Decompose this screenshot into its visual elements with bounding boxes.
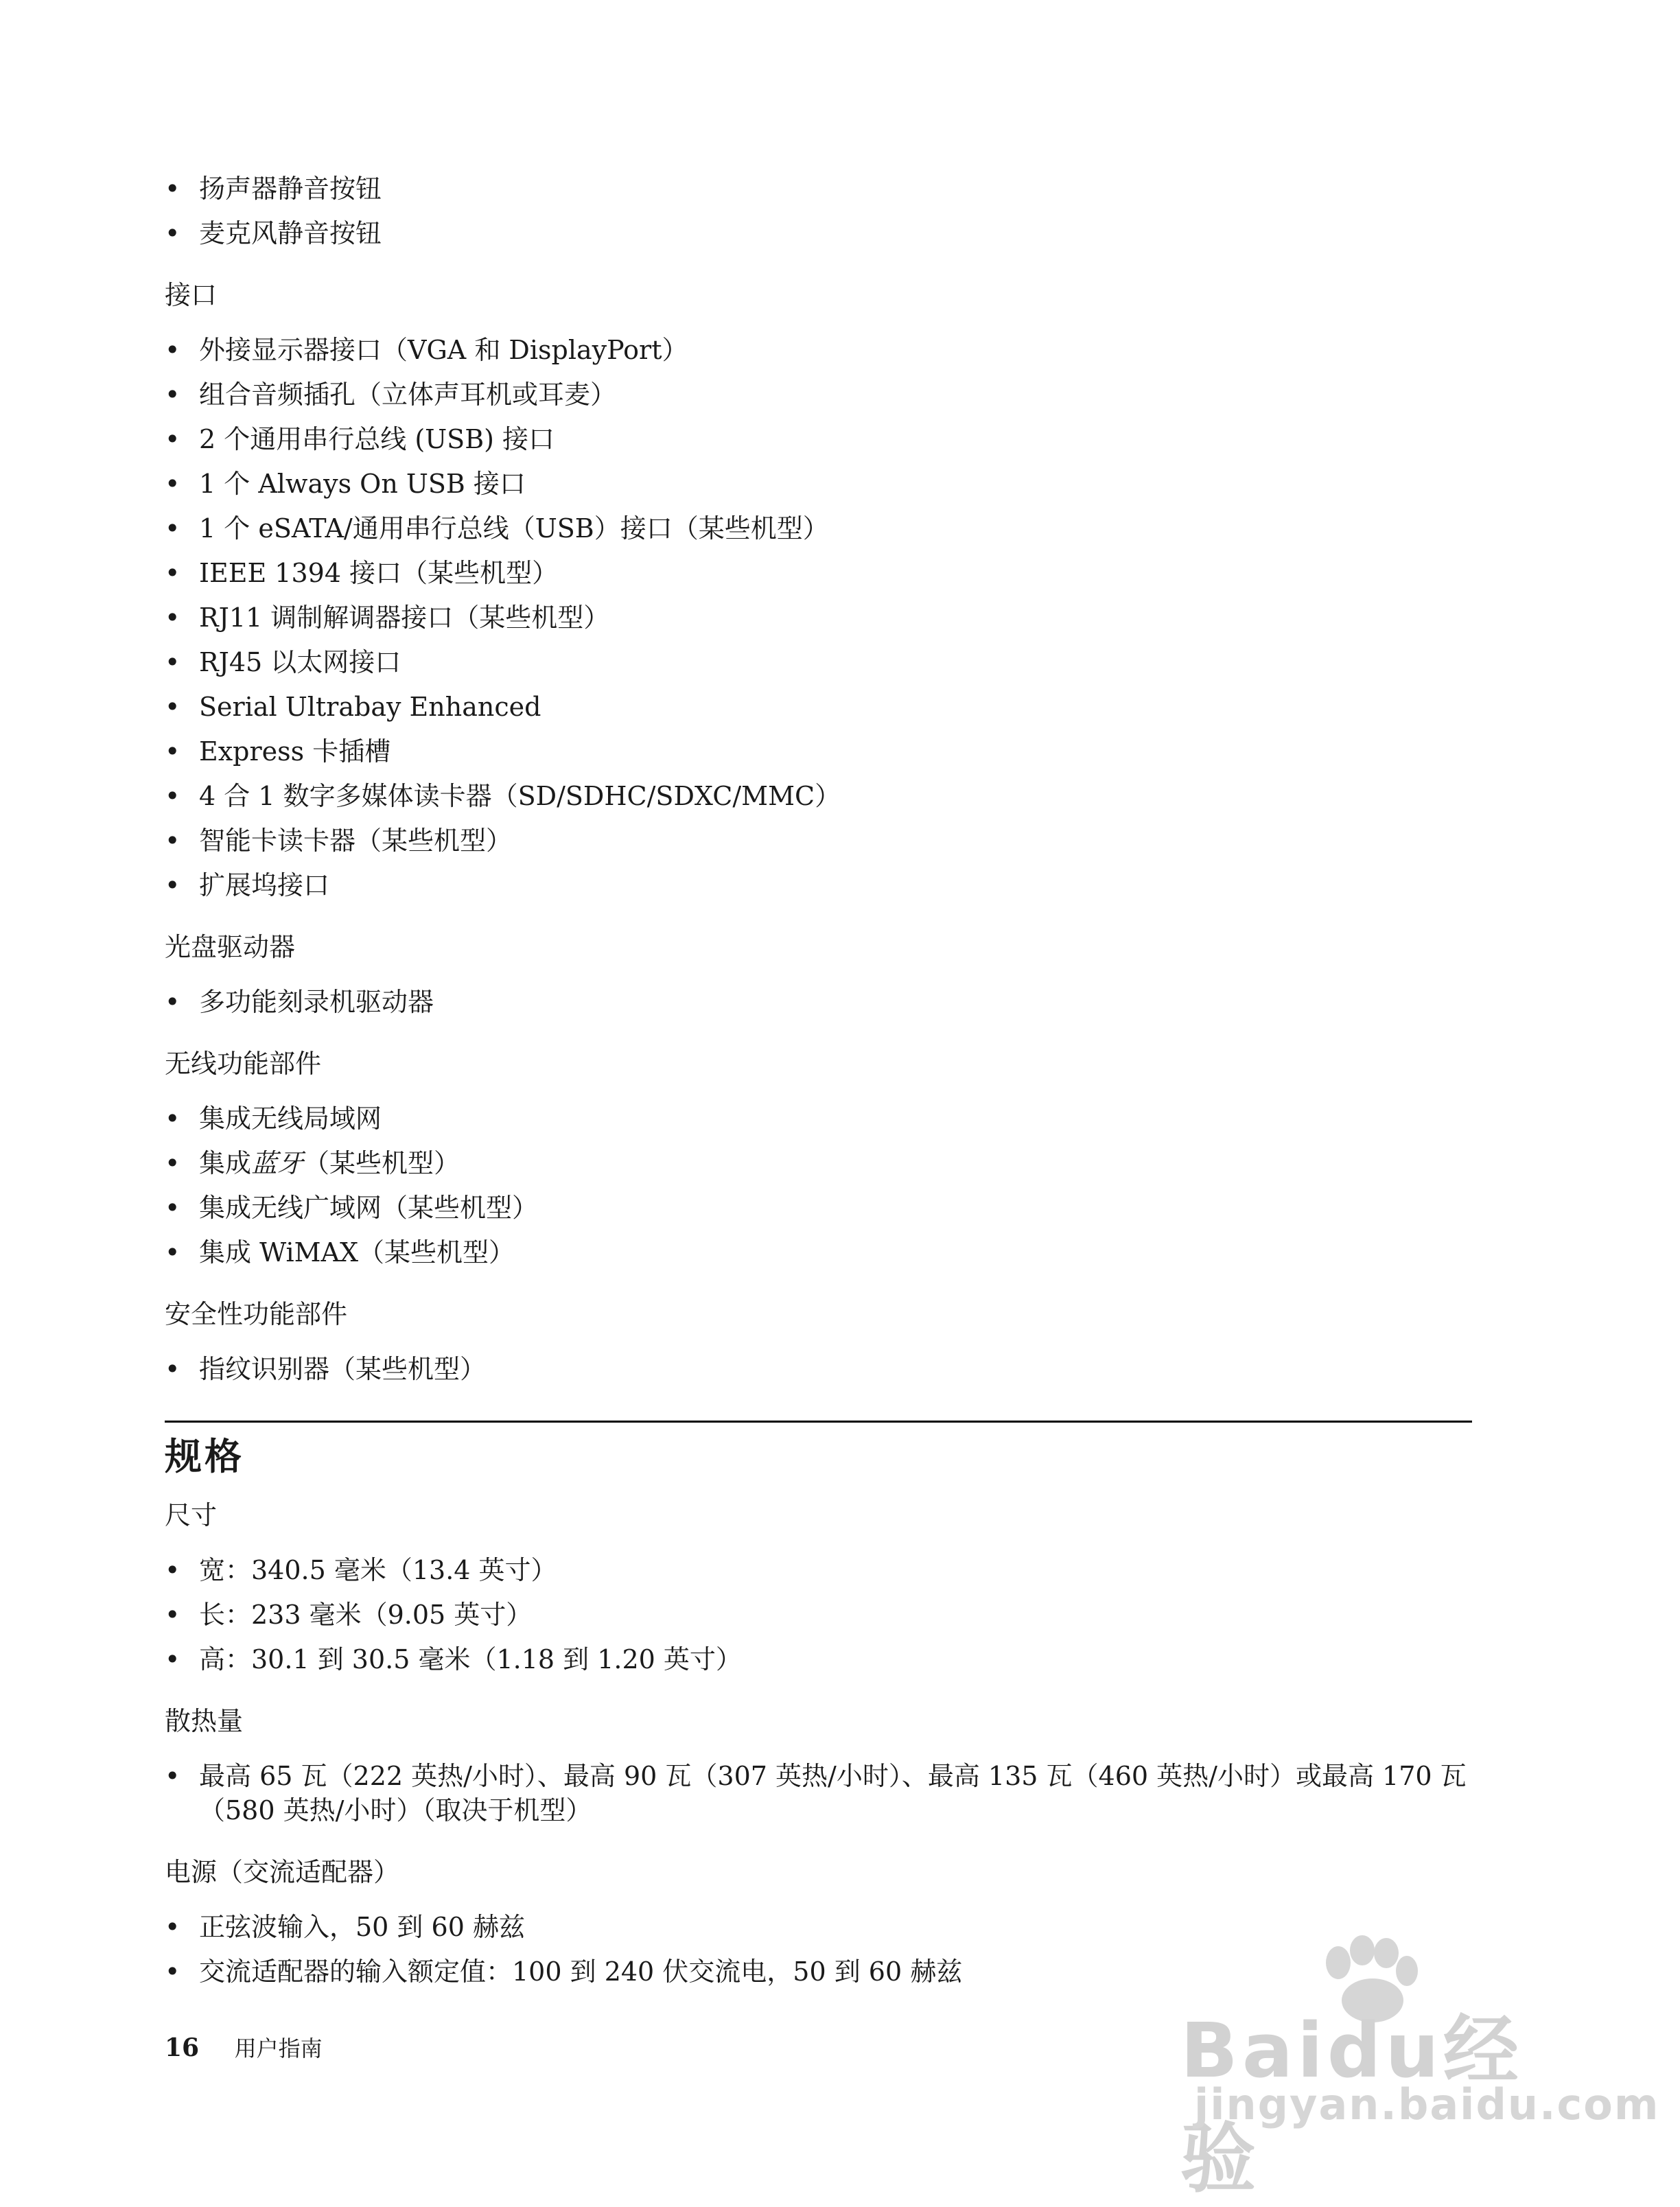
spec-heading: 规格: [165, 1435, 244, 1478]
list-item: • RJ45 以太网接口: [165, 647, 401, 677]
list-item: • 1 个 eSATA/通用串行总线（USB）接口（某些机型）: [165, 513, 829, 544]
bluetooth-term: 蓝牙: [251, 1148, 304, 1178]
list-item: • 外接显示器接口（VGA 和 DisplayPort）: [165, 335, 688, 365]
baidu-watermark: [1180, 1935, 1660, 2203]
section-label-power: 电源（交流适配器）: [165, 1857, 400, 1887]
section-label-security: 安全性功能部件: [165, 1299, 348, 1329]
list-item: • RJ11 调制解调器接口（某些机型）: [165, 603, 610, 633]
watermark-url: jingyan.baidu.com: [1194, 2079, 1660, 2129]
list-item: • 集成无线广域网（某些机型）: [165, 1193, 539, 1223]
page-number: 16: [165, 2033, 200, 2062]
section-label-optical: 光盘驱动器: [165, 932, 296, 962]
list-item: • 组合音频插孔（立体声耳机或耳麦）: [165, 379, 617, 410]
list-dimensions: [165, 1553, 1472, 1677]
watermark-brand: Baidu经验: [1180, 2007, 1523, 2203]
list-item: • 集成无线局域网: [165, 1104, 382, 1134]
list-security: [165, 1352, 1472, 1386]
list-item: • 最高 65 瓦（222 英热/小时）、最高 90 瓦（307 英热/小时）、最高 135 瓦（460 英热/小时）或最高 170 瓦（580 英热/小时）（取决于机型）: [165, 1761, 1467, 1825]
list-ports: [165, 333, 1472, 902]
section-label-wireless: 无线功能部件: [165, 1049, 322, 1079]
list-item: • 扩展坞接口: [165, 870, 330, 900]
list-item: • 2 个通用串行总线 (USB) 接口: [165, 424, 555, 454]
section-divider: [165, 1421, 1472, 1423]
list-item: • 交流适配器的输入额定值：100 到 240 伏交流电，50 到 60 赫兹: [165, 1957, 963, 1987]
list-item: • Serial Ultrabay Enhanced: [165, 692, 541, 722]
list-item: • 多功能刻录机驱动器: [165, 987, 434, 1017]
list-item: • 指纹识别器（某些机型）: [165, 1354, 487, 1384]
list-item: • 智能卡读卡器（某些机型）: [165, 826, 513, 856]
section-label-heat: 散热量: [165, 1706, 244, 1736]
list-wireless: [165, 1101, 1472, 1270]
list-item: • Express 卡插槽: [165, 736, 391, 767]
list-item: • 正弦波输入，50 到 60 赫兹: [165, 1912, 525, 1942]
list-item: • 4 合 1 数字多媒体读卡器（SD/SDHC/SDXC/MMC）: [165, 781, 841, 811]
list-item: • 扬声器静音按钮: [165, 174, 382, 204]
list-item: • 长：233 毫米（9.05 英寸）: [165, 1600, 533, 1630]
list-optical: [165, 985, 1472, 1019]
footer-title: 用户指南: [234, 2035, 323, 2062]
list-item: • 麦克风静音按钮: [165, 218, 382, 248]
page-content: [165, 172, 1472, 2016]
list-item: • 1 个 Always On USB 接口: [165, 469, 526, 499]
page-footer: [165, 2031, 323, 2063]
list-buttons: [165, 172, 1472, 250]
list-item: • 集成蓝牙（某些机型）: [165, 1148, 460, 1178]
section-label-dimensions: 尺寸: [165, 1500, 218, 1530]
list-item: • 集成 WiMAX（某些机型）: [165, 1237, 515, 1268]
list-item: • 高：30.1 到 30.5 毫米（1.18 到 1.20 英寸）: [165, 1644, 742, 1674]
section-label-ports: 接口: [165, 280, 218, 310]
list-item: • IEEE 1394 接口（某些机型）: [165, 558, 559, 588]
list-heat: [165, 1759, 1472, 1828]
list-item: • 宽：340.5 毫米（13.4 英寸）: [165, 1555, 557, 1585]
